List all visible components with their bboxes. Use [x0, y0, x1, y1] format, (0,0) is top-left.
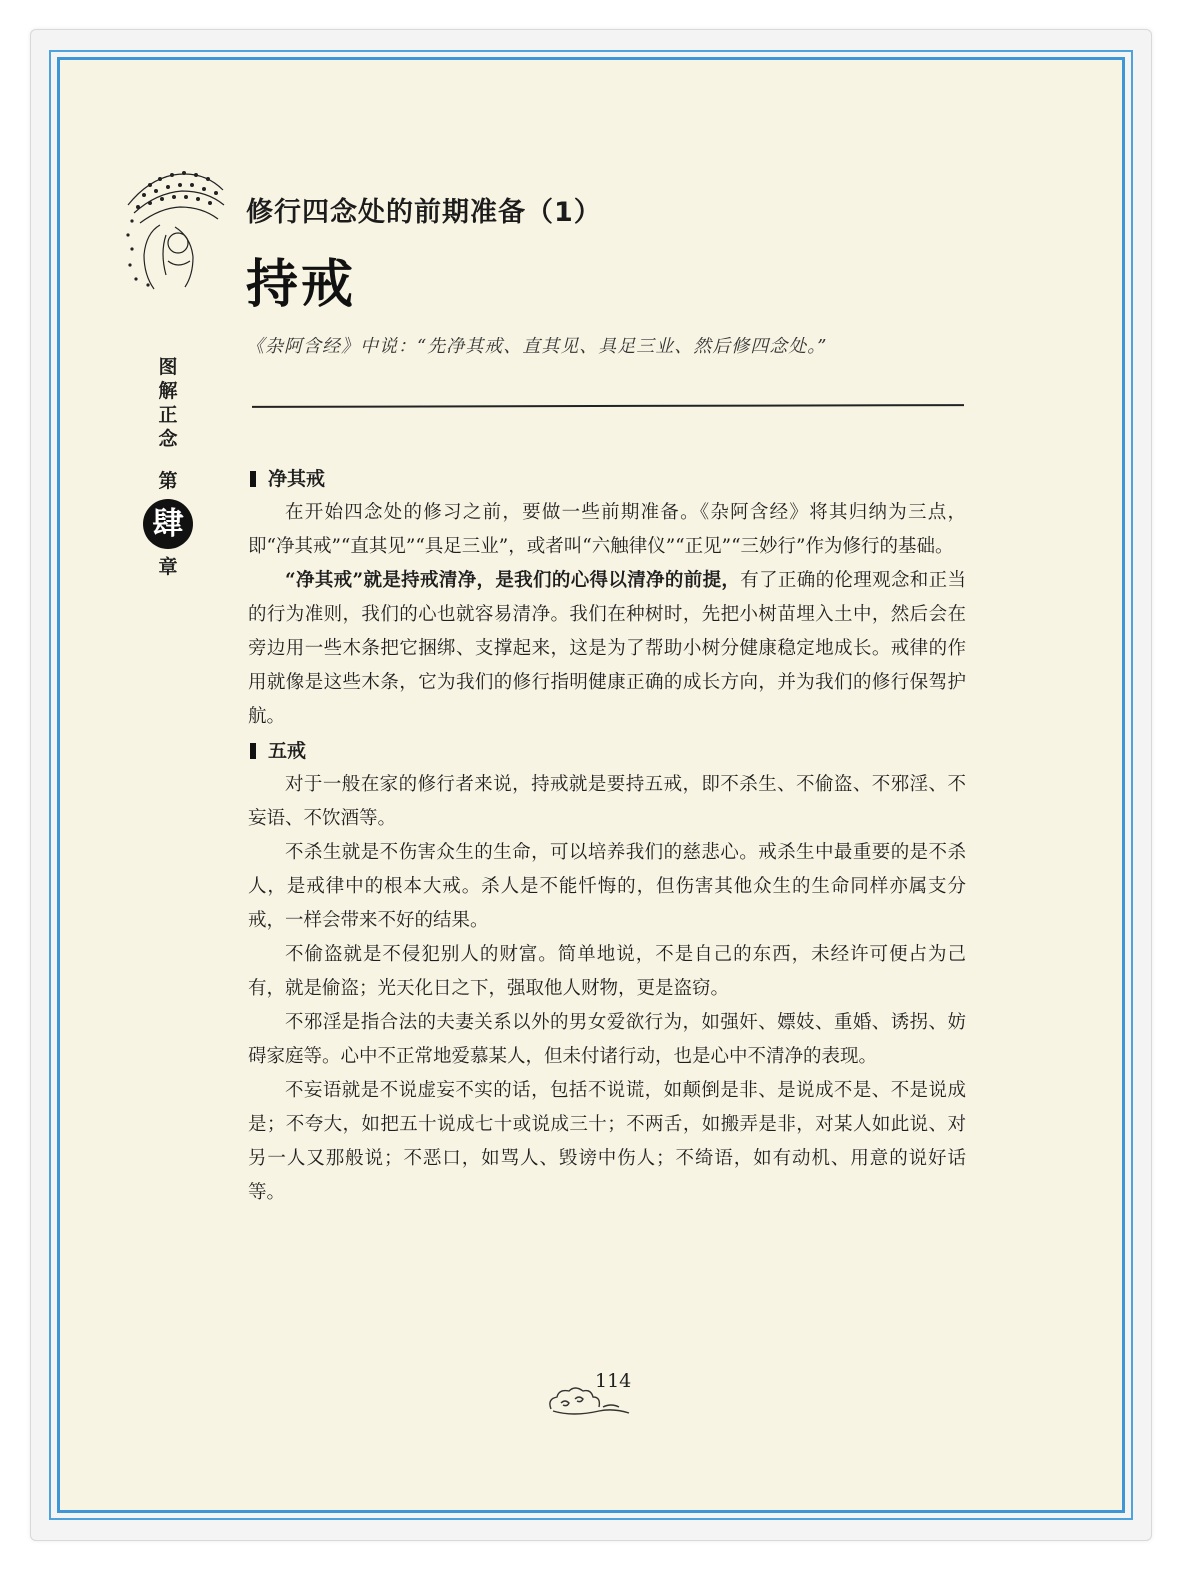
section-heading-text: 五戒: [268, 740, 307, 762]
section-heading-text: 净其戒: [268, 468, 326, 490]
cloud-ornament: [545, 1385, 635, 1421]
paragraph: 不妄语就是不说虚妄不实的话，包括不说谎，如颠倒是非、是说成不是、不是说成是；不夸大，如把五十说成七十或说成三十；不两舌，如搬弄是非，对某人如此说、对另一人又那般说；不恶口，如骂人、毁谤中伤人；不绮语，如有动机、用意的说好话等。: [248, 1080, 966, 1203]
side-nav: [140, 355, 196, 579]
epigraph-quote: 《杂阿含经》中说：“先净其戒、直其见、具足三业、然后修四念处。”: [246, 336, 828, 357]
paragraph: 在开始四念处的修习之前，要做一些前期准备。《杂阿含经》将其归纳为三点，即“净其戒”“直其见”“具足三业”，或者叫“六触律仪”“正见”“三妙行”作为修行的基础。: [248, 502, 966, 557]
page-number: 114: [595, 1370, 632, 1392]
emphasis-text: “净其戒”就是持戒清净，是我们的心得以清净的前提，: [285, 570, 741, 591]
section-heading: [248, 462, 966, 496]
section-subtitle: 修行四念处的前期准备（1）: [246, 197, 602, 228]
book-title: 图解正念: [158, 356, 178, 450]
chapter-suffix: 章: [158, 556, 178, 578]
chapter-number-badge: 肆: [143, 499, 193, 549]
chapter-prefix: 第: [158, 470, 178, 492]
heading-marker: [250, 471, 256, 487]
heading-marker: [250, 743, 256, 759]
paragraph-text: 有了正确的伦理观念和正当的行为准则，我们的心也就容易清净。我们在种树时，先把小树苗埋入土中，然后会在旁边用一些木条把它捆绑、支撑起来，这是为了帮助小树分健康稳定地成长。戒律的作用就像是这些木条，它为我们的修行指明健康正确的成长方向，并为我们的修行保驾护航。: [248, 570, 966, 727]
page-title: 持戒: [246, 255, 357, 315]
section-heading: [248, 734, 966, 768]
paragraph: 不邪淫是指合法的夫妻关系以外的男女爱欲行为，如强奸、嫖妓、重婚、诱拐、妨碍家庭等。心中不正常地爱慕某人，但未付诸行动，也是心中不清净的表现。: [248, 1012, 966, 1067]
monk-tree-illustration: [120, 165, 230, 295]
article-body: [248, 462, 966, 1210]
paragraph: [248, 564, 966, 734]
paragraph: 不偷盗就是不侵犯别人的财富。简单地说，不是自己的东西，未经许可便占为己有，就是偷盗；光天化日之下，强取他人财物，更是盗窃。: [248, 944, 966, 999]
paragraph: 对于一般在家的修行者来说，持戒就是要持五戒，即不杀生、不偷盗、不邪淫、不妄语、不饮酒等。: [248, 774, 966, 829]
paragraph: 不杀生就是不伤害众生的生命，可以培养我们的慈悲心。戒杀生中最重要的是不杀人，是戒律中的根本大戒。杀人是不能忏悔的，但伤害其他众生的生命同样亦属支分戒，一样会带来不好的结果。: [248, 842, 966, 931]
